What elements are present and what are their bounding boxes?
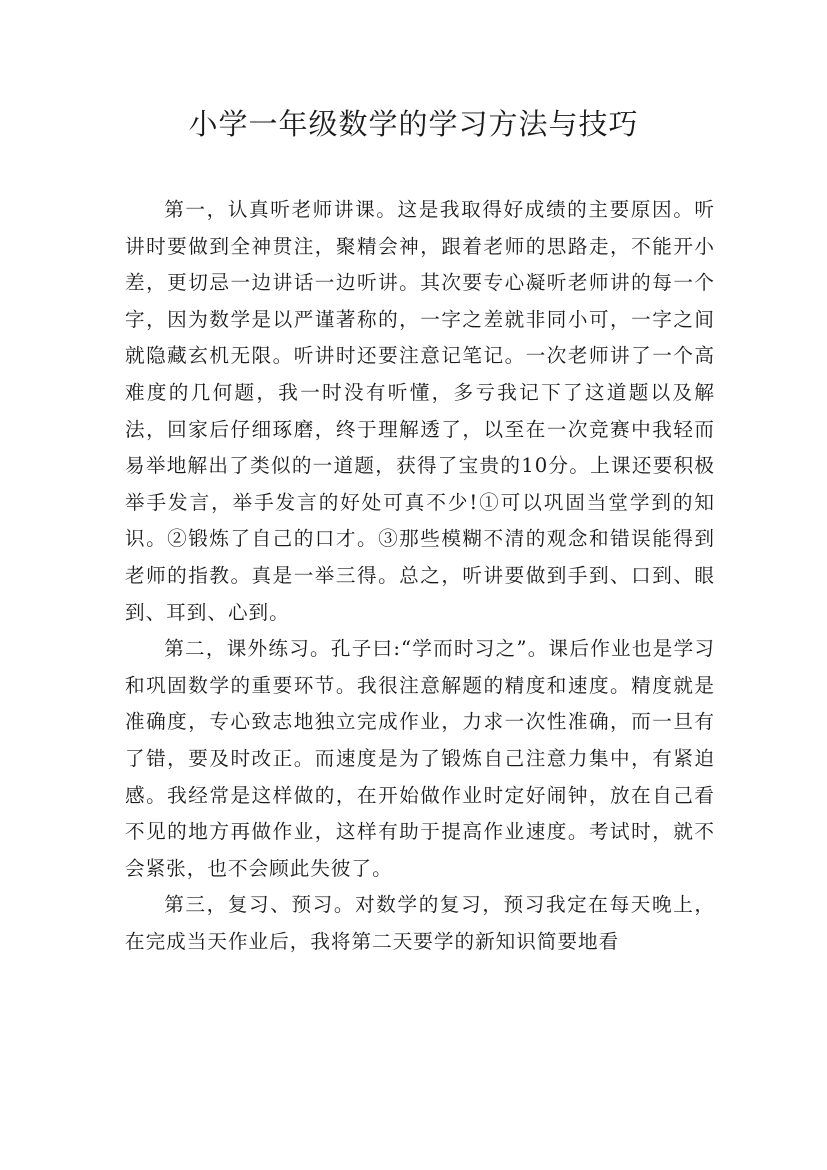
paragraph-3: 第三，复习、预习。对数学的复习，预习我定在每天晚上，在完成当天作业后，我将第二天要学的新知识简要地看 (125, 893, 715, 953)
paragraph-1: 第一，认真听老师讲课。这是我取得好成绩的主要原因。听讲时要做到全神贯注，聚精会神，跟着老师的思路走，不能开小差，更切忌一边讲话一边听讲。其次要专心凝听老师讲的每一个字，因为数学是以严谨著称的，一字之差就非同小可，一字之间就隐藏玄机无限。听讲时还要注意记笔记。一次老师讲了一个高难度的几何题，我一时没有听懂，多亏我记下了这道题以及解法，回家后仔细琢磨，终于理解透了，以至在一次竞赛中我轻而易举地解出了类似的一道题，获得了宝贵的10分。上课还要积极举手发言，举手发言的好处可真不少!①可以巩固当堂学到的知识。②锻炼了自己的口才。③那些模糊不清的观念和错误能得到老师的指教。真是一举三得。总之，听讲要做到手到、口到、眼到、耳到、心到。 (125, 198, 715, 624)
document-body (125, 192, 715, 960)
document-title: 小学一年级数学的学习方法与技巧 (188, 107, 639, 141)
paragraph-2: 第二，课外练习。孔子曰:“学而时习之”。课后作业也是学习和巩固数学的重要环节。我很注意解题的精度和速度。精度就是准确度，专心致志地独立完成作业，力求一次性准确，而一旦有了错，要及时改正。而速度是为了锻炼自己注意力集中，有紧迫感。我经常是这样做的，在开始做作业时定好闹钟，放在自己看不见的地方再做作业，这样有助于提高作业速度。考试时，就不会紧张，也不会顾此失彼了。 (125, 637, 715, 880)
